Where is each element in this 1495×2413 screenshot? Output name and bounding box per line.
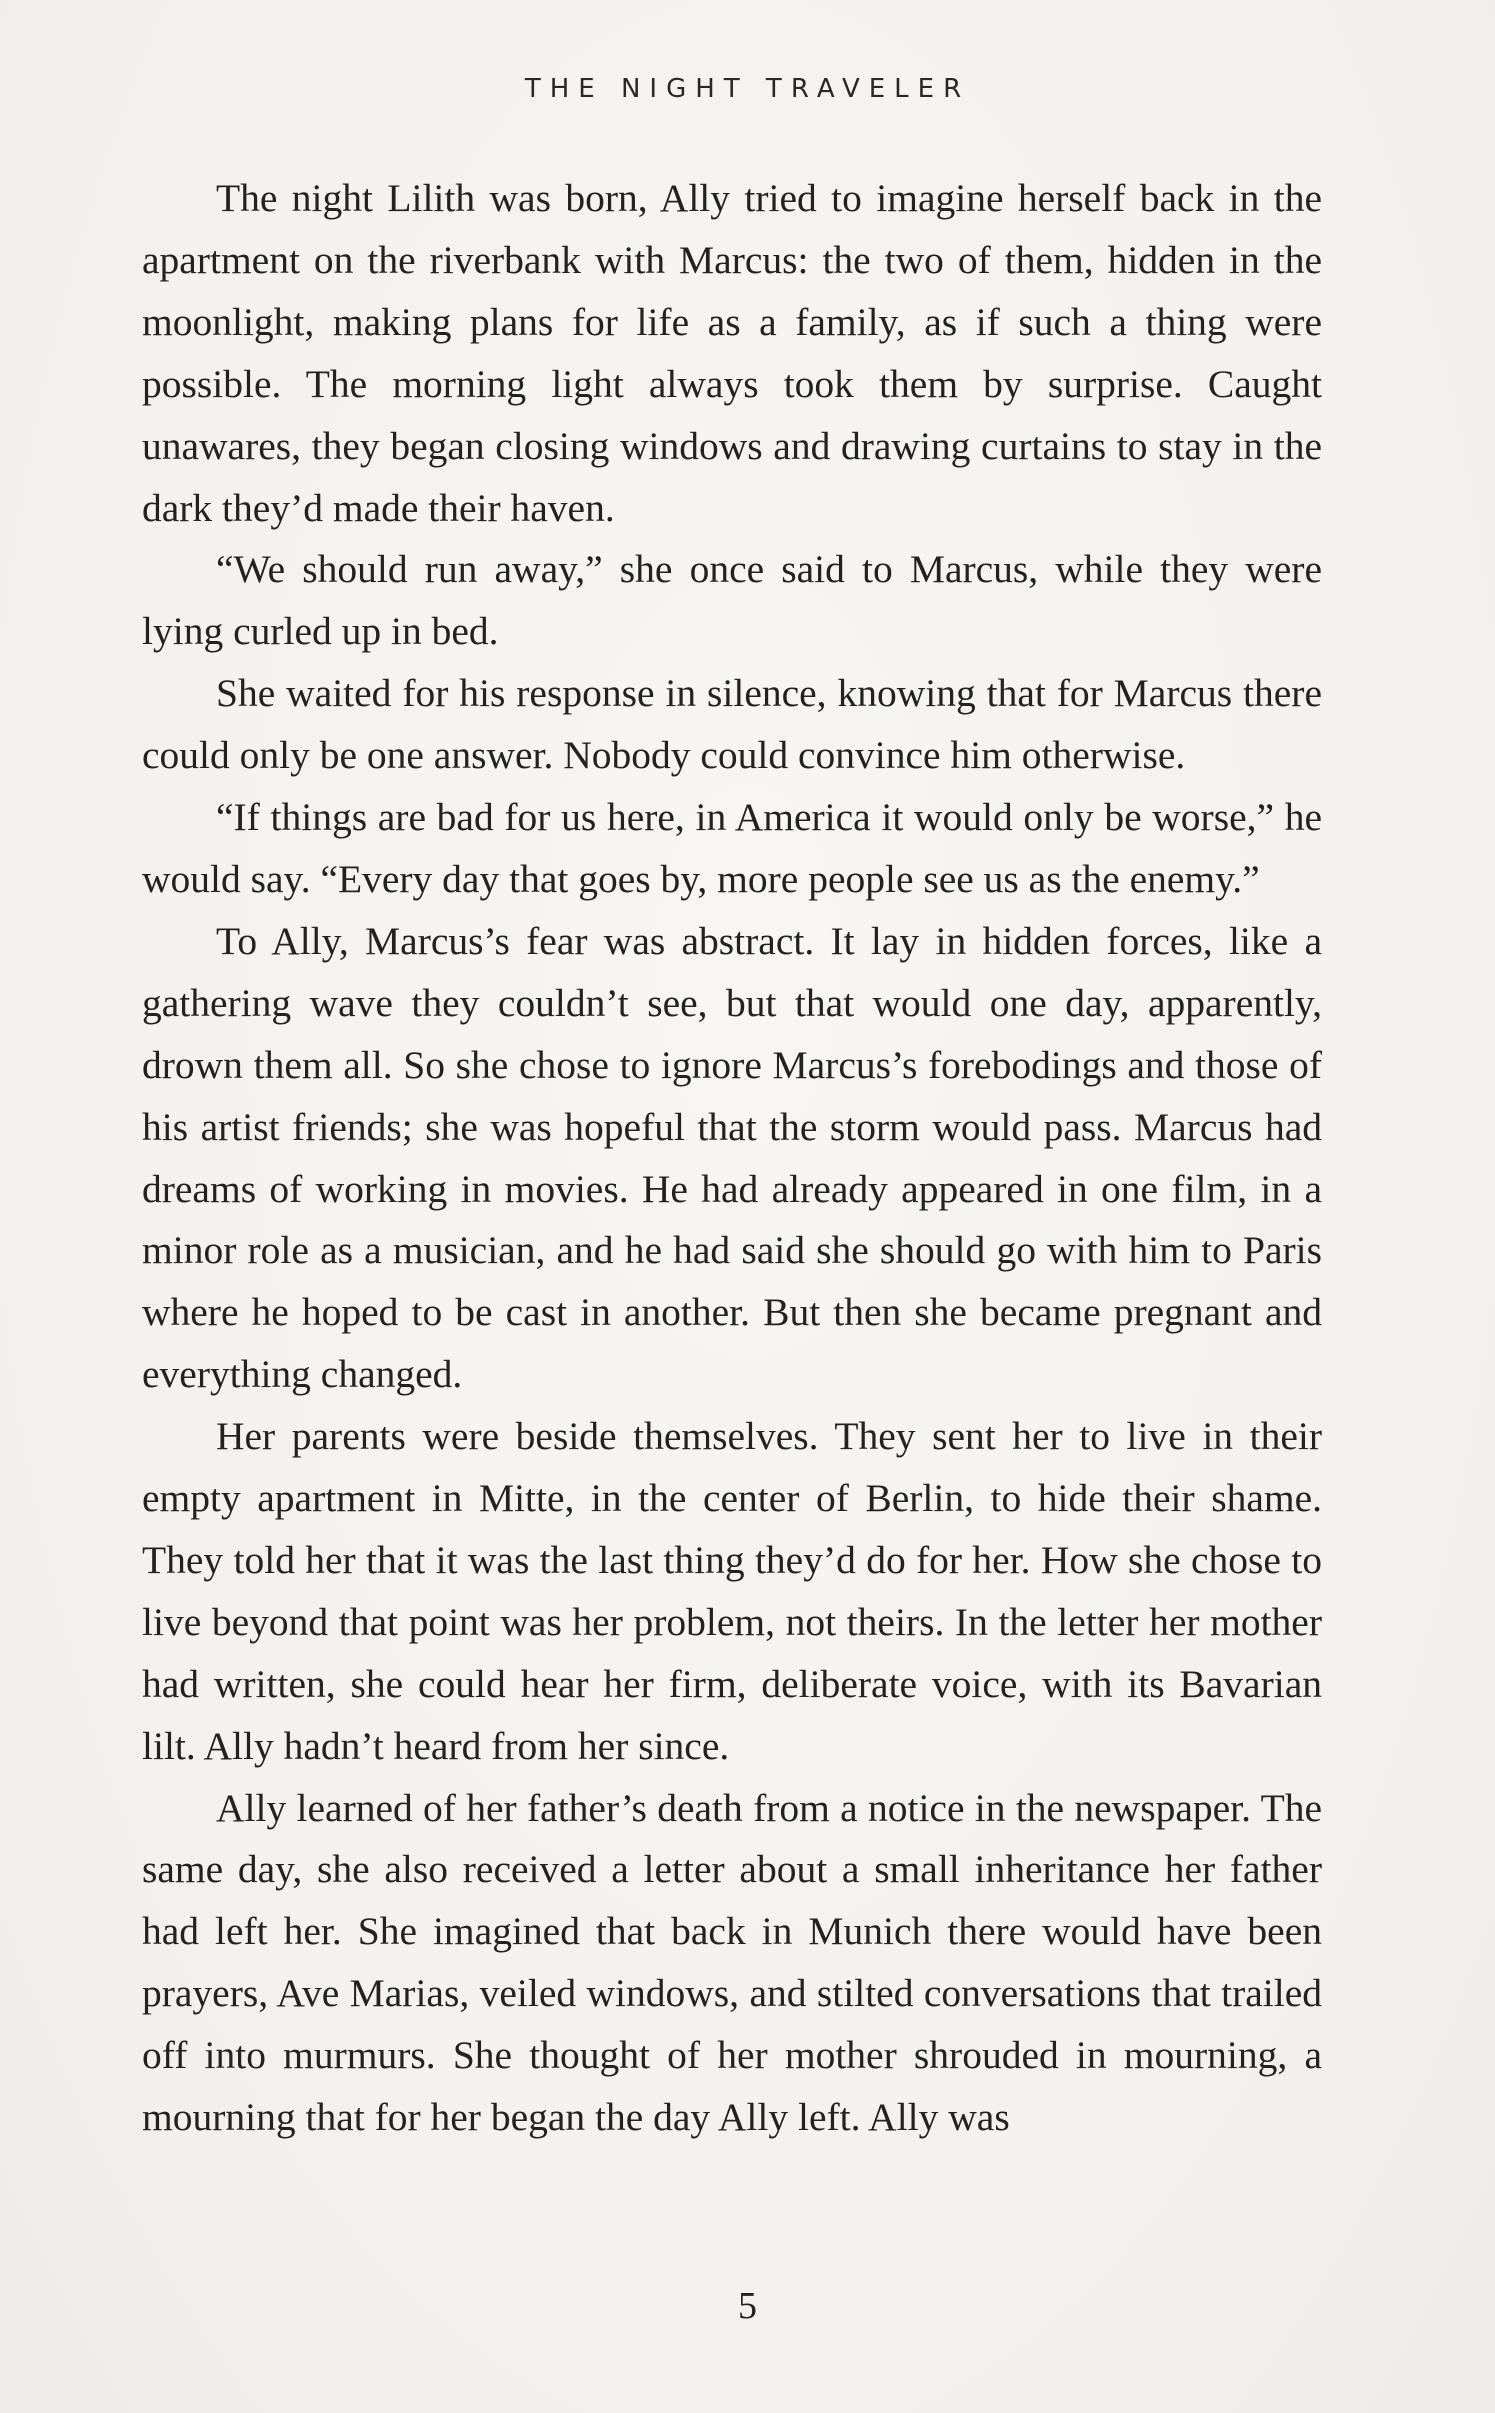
paragraph: She waited for his response in silence, knowing that for Marcus there could only be one answer. Nobody could convince him otherwise. [142, 671, 1322, 778]
body-text [142, 168, 1322, 2149]
running-header: THE NIGHT TRAVELER [524, 74, 971, 104]
paragraph: Her parents were beside themselves. They sent her to live in their empty apartment in Mitte, in the center of Berlin, to hide their shame. They told her that it was the last thing they’d do for her. How she chose to live beyond that point was her problem, not theirs. In the letter her mother had written, she could hear her firm, deliberate voice, with its Bavarian lilt. Ally hadn’t heard from her since. [142, 1414, 1322, 1768]
paragraph: “We should run away,” she once said to Marcus, while they were lying curled up in bed. [142, 547, 1322, 654]
paragraph: “If things are bad for us here, in America it would only be worse,” he would say. “Every day that goes by, more people see us as the enemy.” [142, 795, 1322, 901]
page-number: 5 [738, 2285, 757, 2327]
paragraph: The night Lilith was born, Ally tried to imagine herself back in the apartment on the riverbank with Marcus: the two of them, hidden in the moonlight, making plans for life as a family, as if such a thing were possible. The morning light always took them by surprise. Caught unawares, they began closing windows and drawing curtains to stay in the dark they’d made their haven. [142, 176, 1322, 530]
paragraph: To Ally, Marcus’s fear was abstract. It lay in hidden forces, like a gathering wave they couldn’t see, but that would one day, apparently, drown them all. So she chose to ignore Marcus’s forebodings and those of his artist friends; she was hopeful that the storm would pass. Marcus had dreams of working in movies. He had already appeared in one film, in a minor role as a musician, and he had said she should go with him to Paris where he hoped to be cast in another. But then she became pregnant and everything changed. [142, 918, 1322, 1397]
paragraph: Ally learned of her father’s death from a notice in the newspaper. The same day, she also received a letter about a small inheritance her father had left her. She imagined that back in Munich there would have been prayers, Ave Marias, veiled windows, and stilted conversations that trailed off into murmurs. She thought of her mother shrouded in mourning, a mourning that for her began the day Ally left. Ally was [142, 1785, 1322, 2140]
